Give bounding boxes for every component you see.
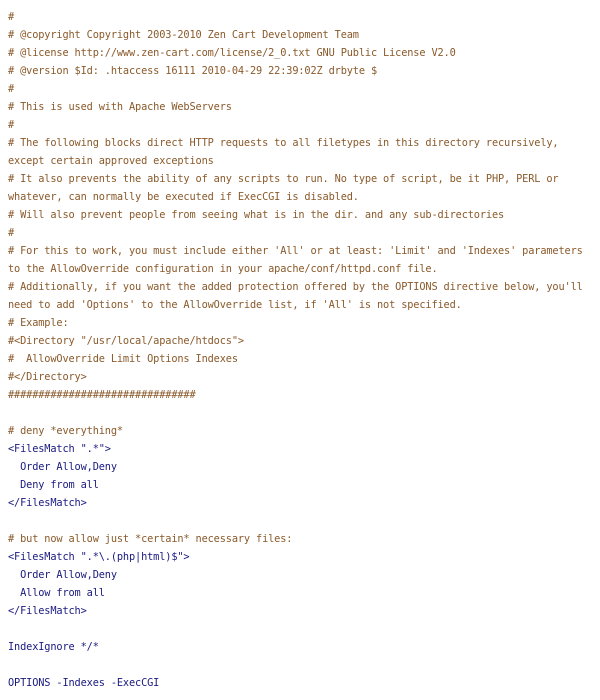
code-line	[8, 404, 600, 422]
code-line: Order Allow,Deny	[8, 569, 117, 581]
code-line	[8, 512, 600, 530]
code-line: Allow from all	[8, 587, 105, 599]
code-line: <FilesMatch ".*">	[8, 443, 111, 455]
code-line: # It also prevents the ability of any scripts to run. No type of script, be it PHP, PERL or	[8, 173, 559, 185]
code-line: to the AllowOverride configuration in your apache/conf/httpd.conf file.	[8, 263, 438, 275]
code-line: # Additionally, if you want the added protection offered by the OPTIONS directive below, you'll	[8, 281, 583, 293]
code-line: # Example:	[8, 317, 69, 329]
code-line: # Will also prevent people from seeing what is in the dir. and any sub-directories	[8, 209, 505, 221]
code-line: OPTIONS -Indexes -ExecCGI	[8, 677, 160, 689]
code-line: Order Allow,Deny	[8, 461, 117, 473]
code-line: #<Directory "/usr/local/apache/htdocs">	[8, 335, 244, 347]
code-line: #	[8, 11, 15, 23]
code-line: # @license http://www.zen-cart.com/license/2_0.txt GNU Public License V2.0	[8, 47, 456, 59]
code-line: except certain approved exceptions	[8, 155, 214, 167]
code-line: whatever, can normally be executed if ExecCGI is disabled.	[8, 191, 359, 203]
code-line: # @copyright Copyright 2003-2010 Zen Cart Development Team	[8, 29, 359, 41]
code-line: # deny *everything*	[8, 425, 123, 437]
code-line: # The following blocks direct HTTP requests to all filetypes in this directory recursively,	[8, 137, 559, 149]
code-line: # @version $Id: .htaccess 16111 2010-04-29 22:39:02Z drbyte $	[8, 65, 378, 77]
code-line: Deny from all	[8, 479, 99, 491]
code-line: # but now allow just *certain* necessary files:	[8, 533, 293, 545]
code-line: </FilesMatch>	[8, 605, 87, 617]
code-line: ###############################	[8, 389, 196, 401]
code-line: #	[8, 119, 15, 131]
code-line	[8, 620, 600, 638]
code-line: # AllowOverride Limit Options Indexes	[8, 353, 238, 365]
code-line: # For this to work, you must include either 'All' or at least: 'Limit' and 'Indexes' parameters	[8, 245, 583, 257]
code-line: </FilesMatch>	[8, 497, 87, 509]
code-line: #	[8, 83, 15, 95]
code-line: <FilesMatch ".*\.(php|html)$">	[8, 551, 190, 563]
code-line: #	[8, 227, 15, 239]
code-line: #</Directory>	[8, 371, 87, 383]
code-line	[8, 656, 600, 674]
code-line: IndexIgnore */*	[8, 641, 99, 653]
code-line: need to add 'Options' to the AllowOverride list, if 'All' is not specified.	[8, 299, 462, 311]
code-line: # This is used with Apache WebServers	[8, 101, 232, 113]
